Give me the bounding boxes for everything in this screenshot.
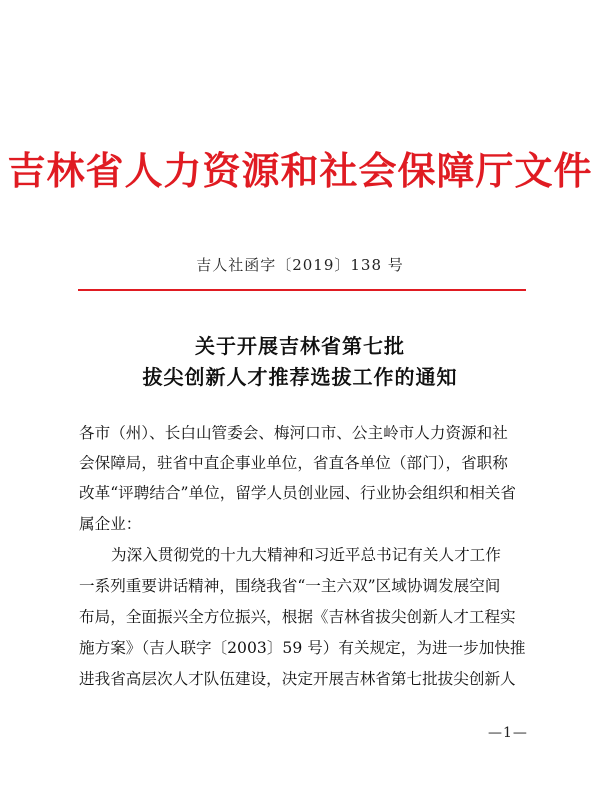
- paragraph-line: 为深入贯彻党的十九大精神和习近平总书记有关人才工作: [111, 546, 501, 564]
- document-number: 吉人社函字〔2019〕138 号: [196, 256, 404, 274]
- notice-title-line-1: 关于开展吉林省第七批: [195, 334, 405, 358]
- paragraph-line: 进我省高层次人才队伍建设，决定开展吉林省第七批拔尖创新人: [79, 670, 516, 688]
- recipients-line: 属企业：: [79, 515, 142, 533]
- red-divider-line: [78, 289, 526, 291]
- recipients-line: 改革“评聘结合”单位，留学人员创业园、行业协会组织和相关省: [79, 484, 516, 502]
- paragraph-line: 一系列重要讲话精神，围绕我省“一主六双”区域协调发展空间: [79, 577, 501, 595]
- issuer-header-title: 吉林省人力资源和社会保障厅文件: [7, 148, 593, 193]
- recipients-line: 各市（州）、长白山管委会、梅河口市、公主岭市人力资源和社: [79, 424, 508, 442]
- page-number: —1—: [488, 725, 528, 741]
- paragraph-line: 布局，全面振兴全方位振兴，根据《吉林省拔尖创新人才工程实: [79, 608, 516, 626]
- paragraph-line: 施方案》（吉人联字〔2003〕59 号）有关规定，为进一步加快推: [79, 639, 526, 657]
- notice-title-line-2: 拔尖创新人才推荐选拔工作的通知: [142, 365, 458, 389]
- recipients-line: 会保障局，驻省中直企事业单位，省直各单位（部门），省职称: [79, 454, 508, 472]
